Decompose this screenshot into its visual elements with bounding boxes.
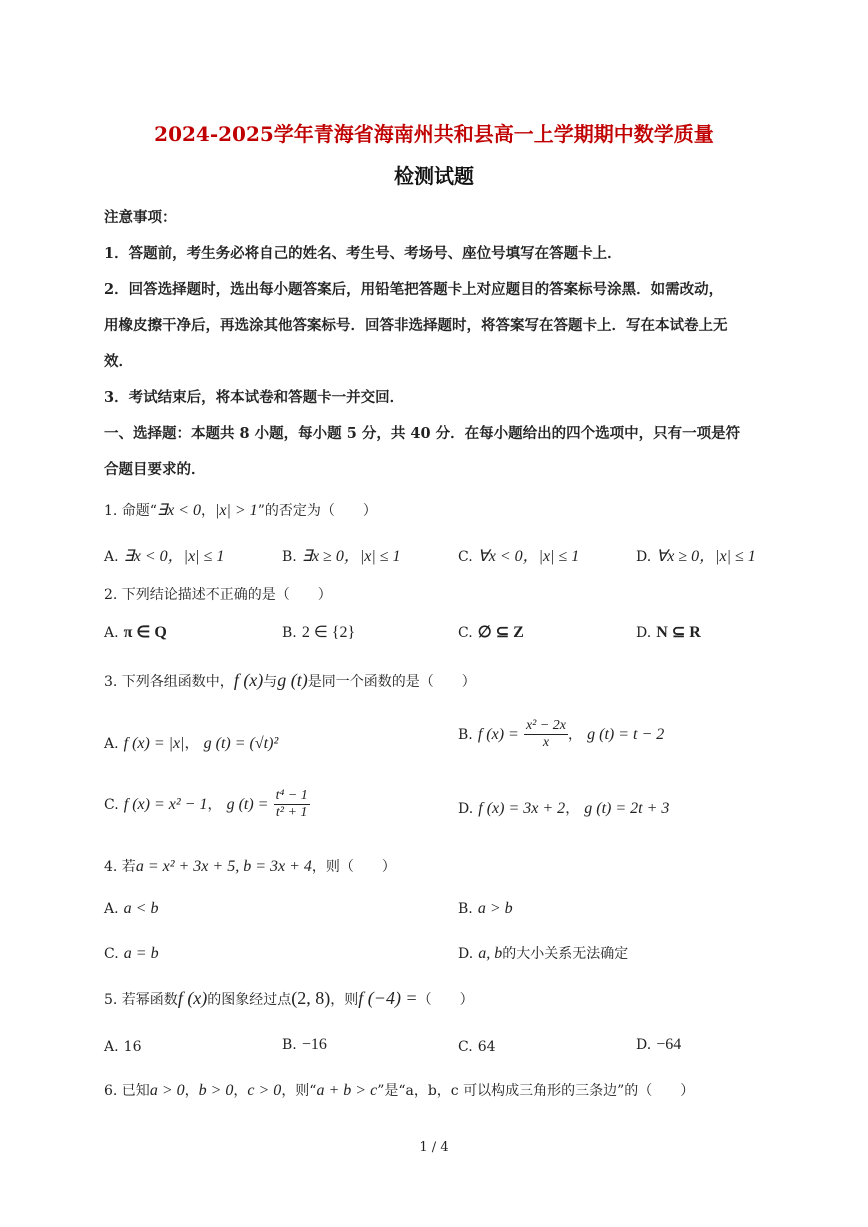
option-label: B.: [282, 549, 297, 565]
q6-sep: ，: [233, 1083, 248, 1099]
option-math: N ⊆ R: [656, 624, 701, 641]
option-value: 64: [477, 1039, 496, 1055]
q5-point: (2, 8): [291, 988, 331, 1008]
notes-item-1: 1．答题前，考生务必将自己的姓名、考生号、考场号、座位号填写在答题卡上．: [104, 245, 622, 262]
q4-prefix: 4. 若: [104, 859, 136, 875]
q3-option-b: B. f (x) = $\frac{\text{x² − 2x}}{x}$ ， g (t) = t − 2: [458, 718, 665, 750]
q3-suffix: 是同一个函数的是（ ）: [307, 674, 476, 690]
q1-p1: ∃x < 0: [156, 502, 201, 519]
q1-option-a: [104, 543, 224, 566]
notes-item-2-line-1: 2．回答选择题时，选出每小题答案后，用铅笔把答题卡上对应题目的答案标号涂黑．如需改动，: [104, 281, 724, 298]
option-label: D.: [636, 1037, 652, 1053]
q3-f: f (x): [233, 670, 264, 690]
notes-item-2-line-3: 效．: [104, 353, 133, 370]
q5-ask: f (−4) =: [358, 988, 418, 1008]
option-label: A.: [104, 549, 119, 565]
q5-prefix: 5. 若幂函数: [104, 992, 178, 1008]
q4-suffix: ，则（ ）: [311, 859, 396, 875]
option-math: a, b: [478, 945, 503, 962]
option-label: C.: [104, 797, 119, 813]
q5-option-b: [282, 1034, 327, 1054]
option-f: f (x) = |x|: [123, 735, 185, 752]
option-label: D.: [458, 946, 474, 962]
question-2-stem: 2. 下列结论描述不正确的是（ ）: [104, 587, 332, 603]
option-label: D.: [636, 549, 652, 565]
q3-mid: 与: [263, 674, 278, 690]
option-fraction: [524, 718, 568, 751]
q3-option-c: C. f (x) = x² − 1， g (t) = $\frac{\text{t⁴ − 1}}{\text{t² + 1}}$: [104, 788, 308, 820]
q6-prefix: 6. 已知: [104, 1083, 150, 1099]
fraction-numerator: t⁴ − 1: [275, 788, 308, 803]
option-f: f (x) = x² − 1: [123, 796, 208, 813]
q3-option-d: D. f (x) = 3x + 2， g (t) = 2t + 3: [458, 800, 670, 817]
q1-p2: |x| > 1: [214, 502, 258, 519]
option-math: ∃x < 0，|x| ≤ 1: [123, 548, 225, 565]
q2-option-d: [636, 622, 701, 642]
q5-option-c: [458, 1036, 496, 1055]
q1-option-d: [636, 543, 756, 566]
q1-prefix: 1. 命题“: [104, 503, 157, 519]
notes-item-2-line-2: 用橡皮擦干净后，再选涂其他答案标号．回答非选择题时，将答案写在答题卡上．写在本试卷上无: [104, 317, 728, 334]
q5-mid: 的图象经过点: [207, 992, 292, 1008]
q2-option-c: [458, 622, 524, 642]
option-label: A.: [104, 625, 119, 641]
option-value: −64: [656, 1036, 682, 1053]
option-label: A.: [104, 1039, 119, 1055]
q6-c2: b > 0: [198, 1082, 234, 1099]
question-3-stem: [104, 670, 476, 691]
option-label: B.: [458, 901, 473, 917]
option-math: a = b: [123, 945, 159, 962]
notes-item-3: 3．考试结束后，将本试卷和答题卡一并交回．: [104, 389, 405, 406]
page-number: 1 / 4: [419, 1140, 449, 1155]
q4-math: a = x² + 3x + 5, b = 3x + 4: [135, 858, 312, 875]
section-heading-line-2: 合题目要求的．: [104, 461, 206, 478]
q6-suffix: ”是“a，b，c 可以构成三角形的三条边”的（ ）: [377, 1083, 695, 1099]
option-math: ∀x ≥ 0，|x| ≤ 1: [656, 548, 756, 565]
option-math: a > b: [477, 900, 513, 917]
option-f-lhs: f (x) =: [477, 726, 519, 743]
q1-option-b: [282, 543, 401, 566]
q2-option-b: [282, 622, 355, 642]
question-4-stem: [104, 856, 396, 876]
option-math: ∃x ≥ 0，|x| ≤ 1: [301, 548, 401, 565]
option-value: −16: [301, 1036, 327, 1053]
option-f: f (x) = 3x + 2: [478, 800, 566, 817]
option-math: a < b: [123, 900, 159, 917]
option-label: A.: [104, 901, 119, 917]
option-g: g (t) = 2t + 3: [584, 800, 670, 817]
option-g: g (t) = t − 2: [587, 726, 665, 743]
option-label: D.: [636, 625, 652, 641]
notes-heading: 注意事项：: [104, 209, 177, 226]
section-heading-line-1: 一、选择题：本题共 8 小题，每小题 5 分，共 40 分．在每小题给出的四个选项中，只有一项是符: [104, 425, 741, 442]
q6-c3: c > 0: [247, 1082, 282, 1099]
q1-option-c: [458, 543, 579, 566]
q6-sep: ，: [184, 1083, 199, 1099]
option-math: 2 ∈ {2}: [301, 624, 356, 641]
option-label: B.: [282, 1037, 297, 1053]
q2-option-a: [104, 622, 167, 642]
q4-option-d: [458, 943, 628, 963]
exam-title: 2024-2025学年青海省海南州共和县高一上学期期中数学质量: [154, 122, 714, 146]
option-text: 的大小关系无法确定: [502, 946, 629, 962]
option-g-lhs: g (t) =: [226, 796, 269, 813]
q4-option-b: [458, 898, 513, 918]
q1-suffix: ”的否定为（ ）: [257, 503, 377, 519]
option-label: C.: [104, 946, 119, 962]
q5-option-a: [104, 1036, 141, 1055]
option-label: B.: [458, 727, 473, 743]
q3-prefix: 3. 下列各组函数中，: [104, 674, 234, 690]
option-math: ∀x < 0，|x| ≤ 1: [477, 548, 580, 565]
option-value: 16: [123, 1039, 142, 1055]
q3-g: g (t): [277, 670, 308, 690]
q6-c1: a > 0: [149, 1082, 185, 1099]
option-label: D.: [458, 801, 474, 817]
option-label: B.: [282, 625, 297, 641]
question-5-stem: [104, 988, 474, 1009]
option-math: π ∈ Q: [123, 624, 167, 641]
q5-mid2: ，则: [330, 992, 359, 1008]
option-label: C.: [458, 625, 473, 641]
q5-f: f (x): [177, 988, 208, 1008]
q5-suffix: （ ）: [417, 992, 474, 1008]
option-label: C.: [458, 549, 473, 565]
fraction-denominator: x: [542, 735, 550, 750]
q4-option-a: [104, 898, 158, 918]
q5-option-d: [636, 1034, 681, 1054]
option-math: ∅ ⊆ Z: [477, 624, 524, 641]
q4-option-c: [104, 943, 159, 963]
q6-mid: ，则“: [281, 1083, 317, 1099]
option-g: g (t) = (√t)²: [203, 735, 279, 752]
option-label: C.: [458, 1039, 473, 1055]
fraction-denominator: t² + 1: [275, 805, 308, 820]
question-6-stem: [104, 1080, 694, 1100]
question-1-stem: [104, 500, 377, 520]
fraction-numerator: x² − 2x: [525, 718, 567, 733]
q3-option-a: A. f (x) = |x|， g (t) = (√t)²: [104, 735, 279, 752]
exam-subtitle: 检测试题: [394, 164, 474, 188]
q6-cond: a + b > c: [316, 1082, 378, 1099]
option-label: A.: [104, 736, 119, 752]
option-fraction: [274, 788, 310, 821]
q1-comma: ，: [200, 503, 215, 519]
